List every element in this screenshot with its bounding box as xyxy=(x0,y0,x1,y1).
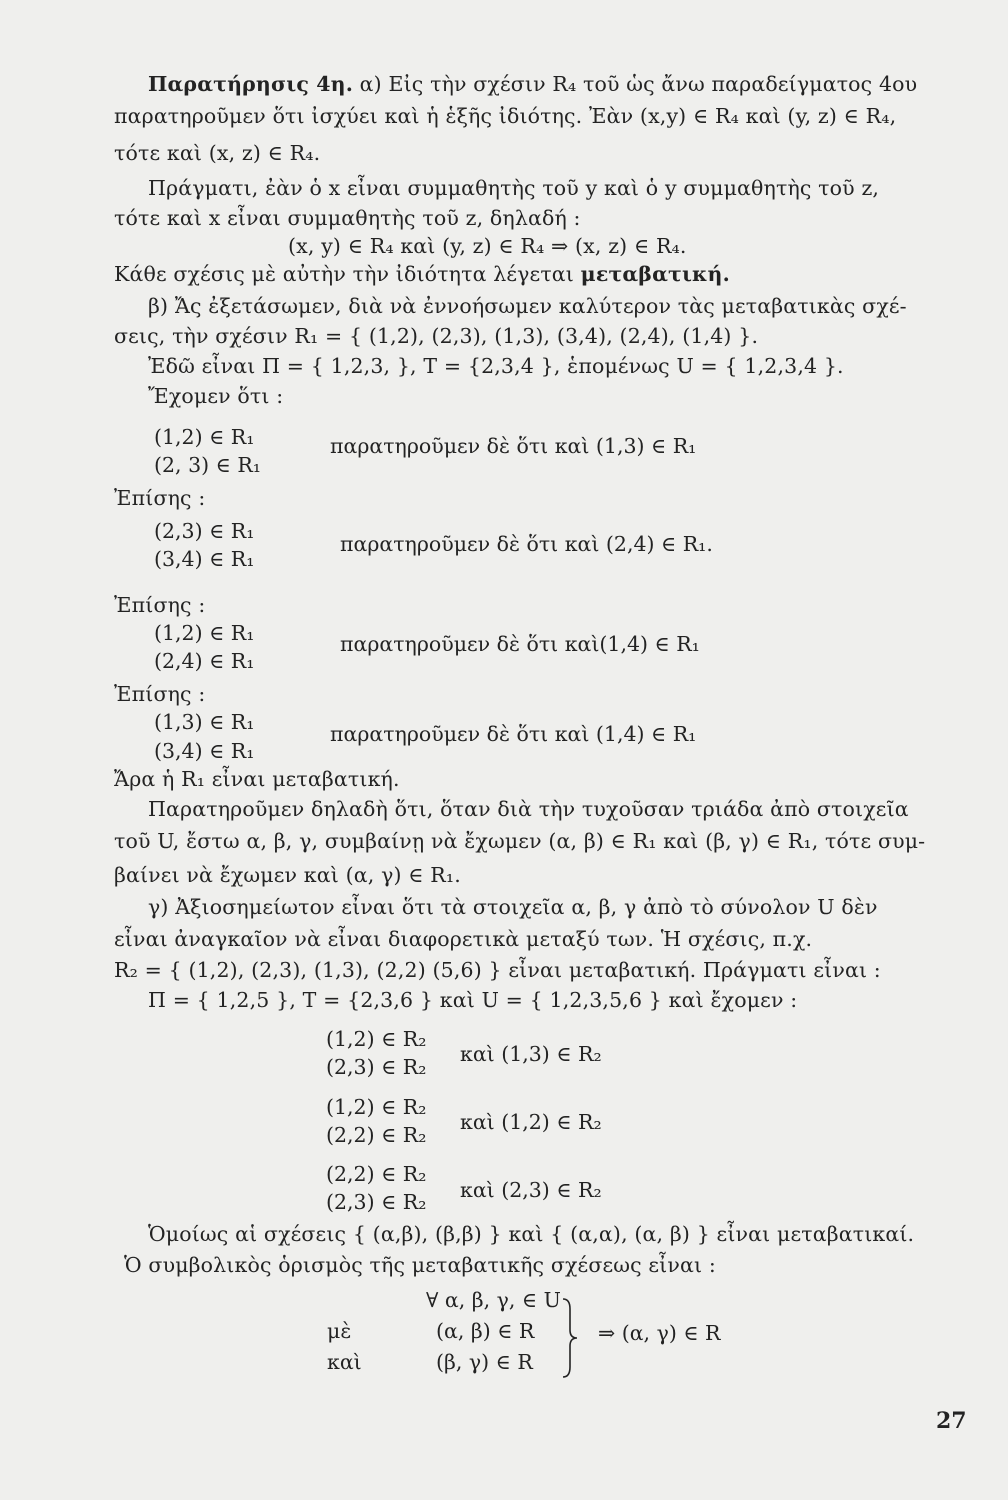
text-line: Πράγματι, ἐὰν ὁ x εἶναι συμμαθητὴς τοῦ y καὶ ὁ y συμμαθητὴς τοῦ z, xyxy=(148,176,880,200)
pair-second: (2,3) ∈ R₂ xyxy=(326,1190,427,1214)
text-line: Ἄρα ἡ R₁ εἶναι μεταβατική. xyxy=(114,767,400,791)
def-quantifier: ∀ α, β, γ, ∈ U xyxy=(426,1288,561,1312)
pair-first: (2,2) ∈ R₂ xyxy=(326,1162,427,1186)
text-line: R₂ = { (1,2), (2,3), (1,3), (2,2) (5,6) } εἶναι μεταβατική. Πράγματι εἶναι : xyxy=(114,958,881,982)
pair-first: (1,2) ∈ R₂ xyxy=(326,1095,427,1119)
term-transitive: μεταβατική. xyxy=(580,262,730,286)
text-line: σεις, τὴν σχέσιν R₁ = { (1,2), (2,3), (1,3), (3,4), (2,4), (1,4) }. xyxy=(114,324,759,348)
text-line: τότε καὶ (x, z) ∈ R₄. xyxy=(114,141,321,165)
text-line: Κάθε σχέσις μὲ αὐτὴν τὴν ἰδιότητα λέγεται μεταβατική. xyxy=(114,262,730,286)
also-label: Ἐπίσης : xyxy=(114,486,206,510)
also-label: Ἐπίσης : xyxy=(114,593,206,617)
def-me: μὲ xyxy=(327,1319,352,1343)
text-line: β) Ἄς ἐξετάσωμεν, διὰ νὰ ἐννοήσωμεν καλύτερον τὰς μεταβατικὰς σχέ- xyxy=(148,294,907,318)
def-first-pair: (α, β) ∈ R xyxy=(436,1319,535,1343)
pair-first: (1,2) ∈ R₂ xyxy=(326,1027,427,1051)
text-line: Παρατηροῦμεν δηλαδὴ ὅτι, ὅταν διὰ τὴν τυχοῦσαν τριάδα ἀπὸ στοιχεῖα xyxy=(148,797,909,821)
formula-line: (x, y) ∈ R₄ καὶ (y, z) ∈ R₄ ⇒ (x, z) ∈ R₄. xyxy=(288,234,687,258)
def-second-pair: (β, γ) ∈ R xyxy=(436,1350,533,1374)
text-line: τότε καὶ x εἶναι συμμαθητὴς τοῦ z, δηλαδή : xyxy=(114,206,581,230)
page-number: 27 xyxy=(936,1408,967,1434)
text-line: Ὁ συμβολικὸς ὁρισμὸς τῆς μεταβατικῆς σχέσεως εἶναι : xyxy=(124,1253,716,1277)
text-line: γ) Ἀξιοσημείωτον εἶναι ὅτι τὰ στοιχεῖα α, β, γ ἀπὸ τὸ σύνολον U δὲν xyxy=(148,895,878,919)
pair-second: (2, 3) ∈ R₁ xyxy=(154,453,261,477)
text-line: τοῦ U, ἔστω α, β, γ, συμβαίνῃ νὰ ἔχωμεν (α, β) ∈ R₁ καὶ (β, γ) ∈ R₁, τότε συμ- xyxy=(114,829,926,853)
pair-conclusion: καὶ (1,3) ∈ R₂ xyxy=(460,1042,602,1066)
pair-conclusion: παρατηροῦμεν δὲ ὅτι καὶ(1,4) ∈ R₁ xyxy=(340,632,700,656)
text-line: Ἐδῶ εἶναι Π = { 1,2,3, }, T = {2,3,4 }, ἑπομένως U = { 1,2,3,4 }. xyxy=(148,354,844,378)
pair-first: (1,2) ∈ R₁ xyxy=(154,621,255,645)
pair-conclusion: καὶ (2,3) ∈ R₂ xyxy=(460,1178,602,1202)
pair-second: (2,3) ∈ R₂ xyxy=(326,1055,427,1079)
pair-conclusion: παρατηροῦμεν δὲ ὅτι καὶ (2,4) ∈ R₁. xyxy=(340,532,713,556)
def-implication: ⇒ (α, γ) ∈ R xyxy=(598,1321,721,1345)
also-label: Ἐπίσης : xyxy=(114,682,206,706)
pair-second: (2,2) ∈ R₂ xyxy=(326,1123,427,1147)
pair-conclusion: παρατηροῦμεν δὲ ὅτι καὶ (1,3) ∈ R₁ xyxy=(330,434,697,458)
pair-second: (3,4) ∈ R₁ xyxy=(154,739,255,763)
pair-second: (3,4) ∈ R₁ xyxy=(154,547,255,571)
pair-first: (1,2) ∈ R₁ xyxy=(154,425,255,449)
pair-first: (1,3) ∈ R₁ xyxy=(154,710,255,734)
text-line: Π = { 1,2,5 }, T = {2,3,6 } καὶ U = { 1,2,3,5,6 } καὶ ἔχομεν : xyxy=(148,988,798,1012)
pair-conclusion: παρατηροῦμεν δὲ ὅτι καὶ (1,4) ∈ R₁ xyxy=(330,722,697,746)
text-line: Ὁμοίως αἱ σχέσεις { (α,β), (β,β) } καὶ { (α,α), (α, β) } εἶναι μεταβατικαί. xyxy=(148,1222,915,1246)
remark-line-1: Παρατήρησις 4η. α) Εἰς τὴν σχέσιν R₄ τοῦ ὡς ἄνω παραδείγματος 4ου xyxy=(148,72,918,96)
text-line: Ἔχομεν ὅτι : xyxy=(148,384,284,408)
text-line: εἶναι ἀναγκαῖον νὰ εἶναι διαφορετικὰ μεταξύ των. Ἡ σχέσις, π.χ. xyxy=(114,927,813,951)
text-line: παρατηροῦμεν ὅτι ἰσχύει καὶ ἡ ἑξῆς ἰδιότης. Ἐὰν (x,y) ∈ R₄ καὶ (y, z) ∈ R₄, xyxy=(114,104,897,128)
remark-heading: Παρατήρησις 4η. xyxy=(148,72,353,96)
def-kai: καὶ xyxy=(327,1350,362,1374)
pair-conclusion: καὶ (1,2) ∈ R₂ xyxy=(460,1110,602,1134)
pair-second: (2,4) ∈ R₁ xyxy=(154,649,255,673)
right-brace-icon xyxy=(560,1297,582,1379)
pair-first: (2,3) ∈ R₁ xyxy=(154,519,255,543)
text-line: βαίνει νὰ ἔχωμεν καὶ (α, γ) ∈ R₁. xyxy=(114,863,461,887)
